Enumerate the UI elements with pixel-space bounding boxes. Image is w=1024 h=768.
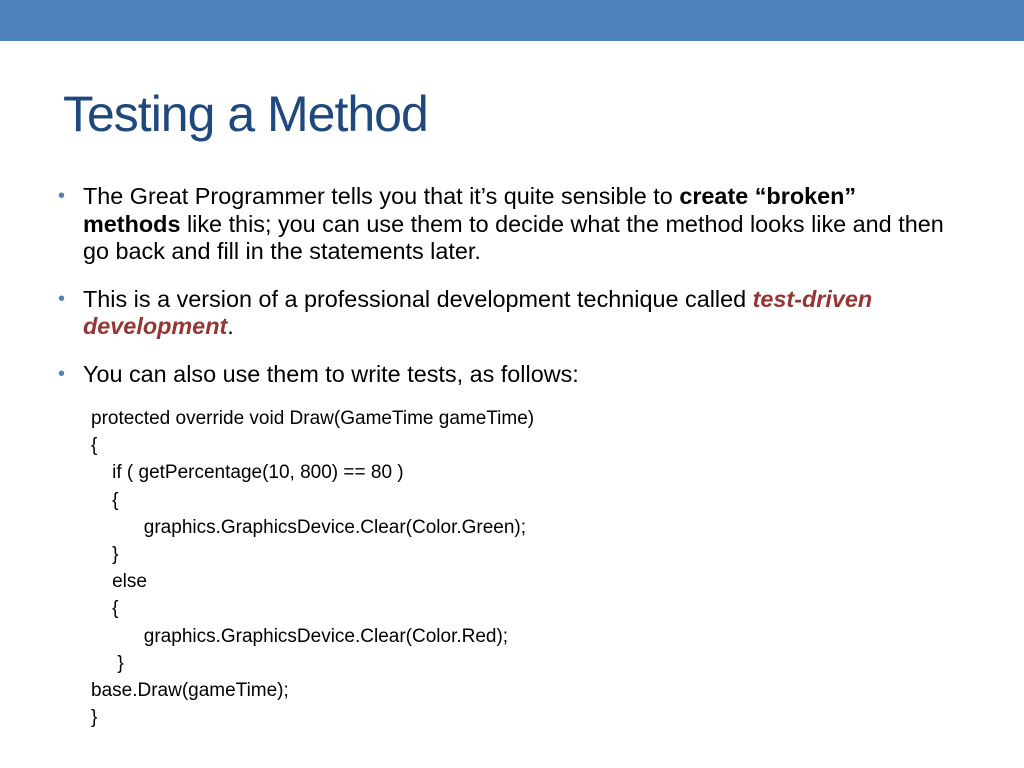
code-line: } xyxy=(91,543,119,565)
bullet-text-part: This is a version of a professional development technique called xyxy=(83,285,753,312)
bullet-text-part: The Great Programmer tells you that it’s quite sensible to xyxy=(83,183,680,209)
bullet-text-part: You can also use them to write tests, as follows: xyxy=(83,360,579,387)
bullet-item xyxy=(58,286,958,341)
code-line: protected override void Draw(GameTime gameTime) xyxy=(91,408,535,429)
code-line: graphics.GraphicsDevice.Clear(Color.Green); xyxy=(91,516,527,538)
bullet-dot-icon: • xyxy=(58,185,66,207)
bullet-list xyxy=(58,183,958,408)
bullet-dot-icon: • xyxy=(58,362,66,385)
code-line: { xyxy=(91,435,98,457)
code-line: } xyxy=(91,707,98,729)
bullet-dot-icon: • xyxy=(58,287,66,310)
code-line: graphics.GraphicsDevice.Clear(Color.Red); xyxy=(91,625,509,647)
code-line: { xyxy=(91,598,119,620)
code-line: if ( getPercentage(10, 800) == 80 ) xyxy=(91,462,404,484)
top-accent-bar xyxy=(0,0,1024,41)
slide-title: Testing a Method xyxy=(63,86,428,142)
bullet-text-part: create “broken” methods xyxy=(83,183,857,237)
bullet-item xyxy=(58,361,958,389)
code-block xyxy=(91,405,534,731)
bullet-text-part: . xyxy=(227,313,234,339)
code-line: else xyxy=(91,571,147,593)
bullet-text-part: test-driven development xyxy=(83,285,873,339)
code-line: } xyxy=(91,652,124,674)
bullet-item xyxy=(58,183,958,266)
code-line: { xyxy=(91,489,119,511)
code-line: base.Draw(gameTime); xyxy=(91,679,289,701)
bullet-text-part: like this; you can use them to decide what the method looks like and then go back and fill in the statements later. xyxy=(83,210,944,264)
